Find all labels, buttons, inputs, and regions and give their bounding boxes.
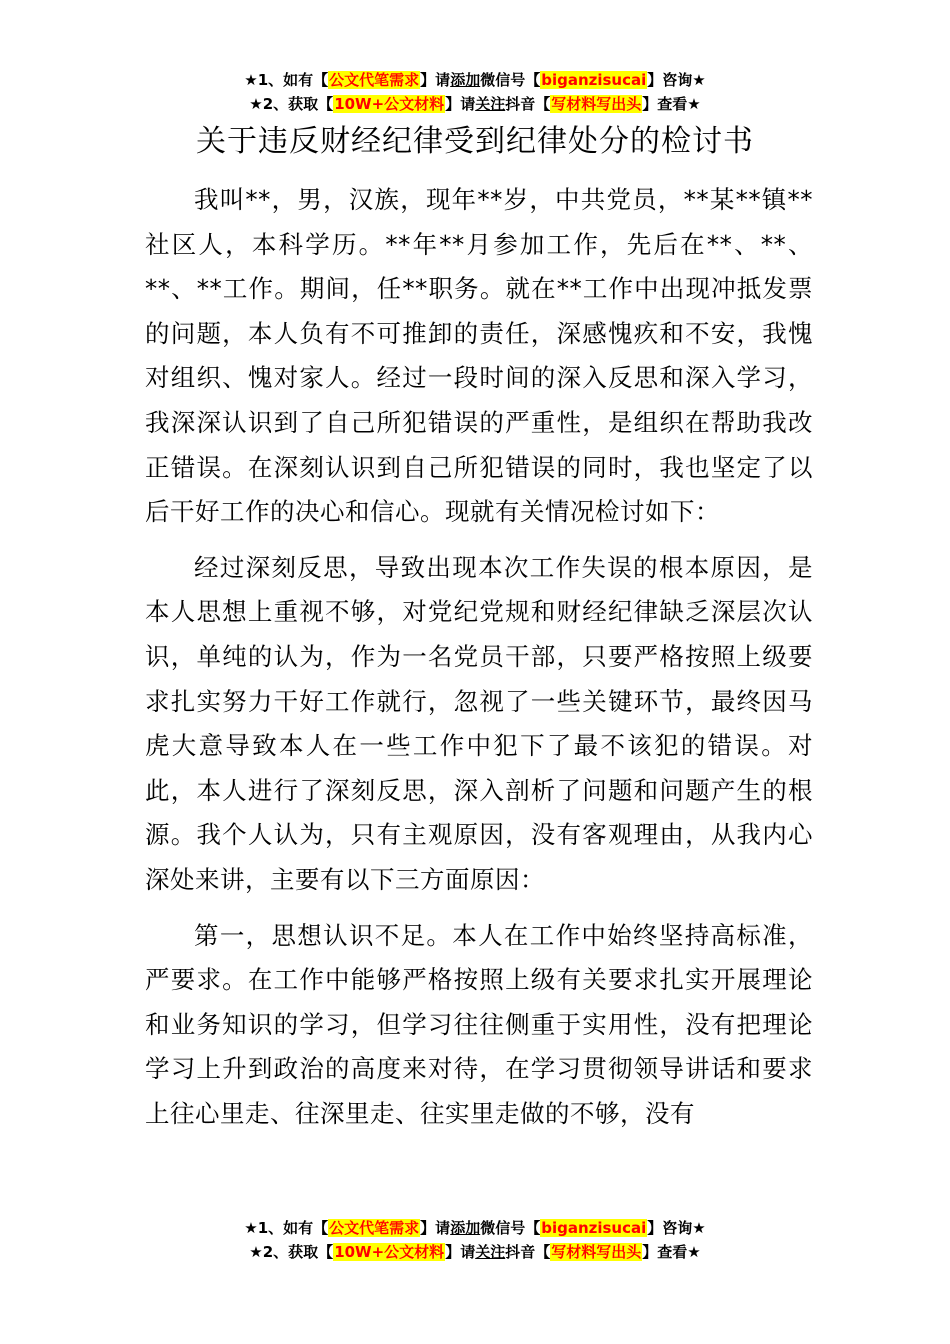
- promo-douyin-name: 写材料写出头: [551, 1243, 642, 1261]
- promo-text: 】查看★: [642, 95, 701, 113]
- promo-underlined: 关注: [475, 95, 506, 113]
- header-promo-banner: [0, 68, 950, 116]
- promo-line-1: [0, 68, 950, 92]
- promo-text: 】查看★: [642, 1243, 701, 1261]
- promo-text: ★1、如有【: [244, 1219, 329, 1237]
- promo-text: ★1、如有【: [244, 71, 329, 89]
- promo-highlight: 公文代笔需求: [329, 1219, 420, 1237]
- promo-text: ★2、获取【: [249, 1243, 334, 1261]
- promo-text: 抖音【: [505, 1243, 551, 1261]
- promo-text: 】请: [420, 71, 451, 89]
- paragraph: 我叫**，男，汉族，现年**岁，中共党员，**某**镇**社区人，本科学历。**年**月参加工作，先后在**、**、**、**工作。期间，任**职务。就在**工作中出现冲抵发票的问题，本人负有不可推卸的责任，深感愧疚和不安，我愧对组织、愧对家人。经过一段时间的深入反思和深入学习，我深深认识到了自己所犯错误的严重性，是组织在帮助我改正错误。在深刻认识到自己所犯错误的同时，我也坚定了以后干好工作的决心和信心。现就有关情况检讨如下：: [145, 185, 813, 527]
- promo-text: 】请: [445, 95, 476, 113]
- promo-wechat-id: biganzisucai: [541, 71, 647, 89]
- promo-text: 微信号【: [480, 1219, 541, 1237]
- promo-line-2: [0, 92, 950, 116]
- promo-underlined: 关注: [475, 1243, 506, 1261]
- promo-text: 微信号【: [480, 71, 541, 89]
- promo-highlight: 公文代笔需求: [329, 71, 420, 89]
- promo-text: 】请: [445, 1243, 476, 1261]
- document-body: [145, 178, 813, 1136]
- promo-text: 】咨询★: [647, 1219, 706, 1237]
- promo-text: 】咨询★: [647, 71, 706, 89]
- promo-highlight: 10W+公文材料: [334, 95, 445, 113]
- document-title: 关于违反财经纪律受到纪律处分的检讨书: [196, 124, 754, 159]
- promo-line-2: [0, 1240, 950, 1264]
- promo-douyin-name: 写材料写出头: [551, 95, 642, 113]
- promo-wechat-id: biganzisucai: [541, 1219, 647, 1237]
- promo-line-1: [0, 1216, 950, 1240]
- promo-underlined: 添加: [450, 71, 481, 89]
- promo-highlight: 10W+公文材料: [334, 1243, 445, 1261]
- paragraph: 第一，思想认识不足。本人在工作中始终坚持高标准，严要求。在工作中能够严格按照上级有关要求扎实开展理论和业务知识的学习，但学习往往侧重于实用性，没有把理论学习上升到政治的高度来对待，在学习贯彻领导讲话和要求上往心里走、往深里走、往实里走做的不够，没有: [145, 920, 813, 1128]
- promo-text: 抖音【: [505, 95, 551, 113]
- footer-promo-banner: [0, 1216, 950, 1264]
- promo-underlined: 添加: [450, 1219, 481, 1237]
- paragraph: 经过深刻反思，导致出现本次工作失误的根本原因，是本人思想上重视不够，对党纪党规和财经纪律缺乏深层次认识，单纯的认为，作为一名党员干部，只要严格按照上级要求扎实努力干好工作就行，忽视了一些关键环节，最终因马虎大意导致本人在一些工作中犯下了最不该犯的错误。对此，本人进行了深刻反思，深入剖析了问题和问题产生的根源。我个人认为，只有主观原因，没有客观理由，从我内心深处来讲，主要有以下三方面原因：: [145, 552, 813, 894]
- promo-text: ★2、获取【: [249, 95, 334, 113]
- promo-text: 】请: [420, 1219, 451, 1237]
